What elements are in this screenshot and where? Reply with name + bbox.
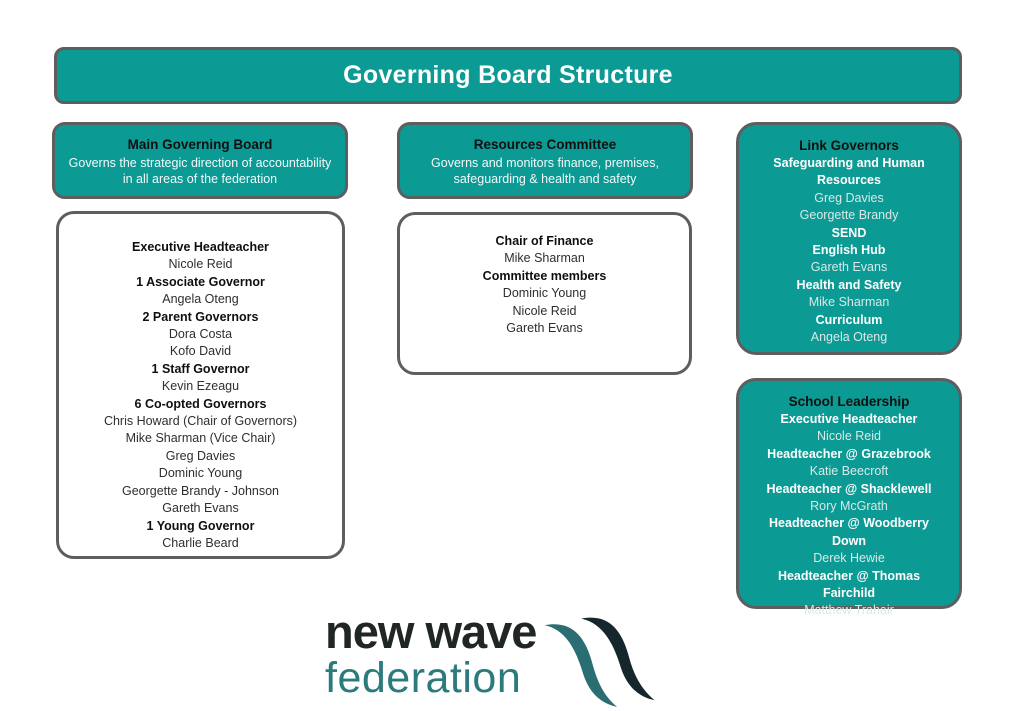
list-item: Headteacher @ Thomas Fairchild — [777, 568, 921, 601]
list-item: Nicole Reid — [817, 429, 881, 444]
list-item: Gareth Evans — [506, 321, 583, 336]
list-item: Angela Oteng — [162, 292, 239, 307]
list-item: Georgette Brandy - Johnson — [121, 483, 280, 498]
logo-wordmark — [325, 605, 537, 702]
list-item: Charlie Beard — [162, 535, 239, 550]
title-banner — [54, 47, 962, 104]
main-governing-board-header — [52, 122, 348, 199]
school-leadership-list — [753, 411, 945, 620]
school-leadership-box — [736, 378, 962, 618]
list-item: Committee members — [482, 268, 607, 283]
list-item: Katie Beecroft — [809, 464, 889, 479]
page-title: Governing Board Structure — [343, 61, 673, 89]
logo-line-federation: federation — [325, 654, 522, 702]
list-item: Kevin Ezeagu — [161, 379, 240, 394]
list-item: Rory McGrath — [810, 499, 888, 514]
list-item: Chris Howard (Chair of Governors) — [103, 414, 298, 429]
list-item: 1 Staff Governor — [151, 361, 250, 376]
list-item: Mike Sharman — [808, 295, 890, 310]
list-item: English Hub — [812, 243, 886, 258]
list-item: Nicole Reid — [168, 257, 233, 272]
list-item: Safeguarding and Human Resources — [773, 156, 925, 188]
link-governors-list — [753, 155, 945, 346]
list-item: Mike Sharman — [504, 251, 585, 266]
resources-committee-subtitle: Governs and monitors finance, premises, safeguarding & health and safety — [431, 156, 659, 186]
list-item: Executive Headteacher — [132, 240, 269, 254]
list-item: Executive Headteacher — [780, 412, 918, 426]
main-governing-board-subtitle: Governs the strategic direction of accountability in all areas of the federation — [68, 156, 332, 186]
list-item: Dominic Young — [502, 286, 587, 301]
wave-swoosh-icon — [542, 610, 664, 708]
resources-committee-header — [397, 122, 693, 199]
list-item: SEND — [831, 225, 867, 240]
logo-line-new-wave: new wave — [325, 605, 537, 658]
resources-committee-title: Resources Committee — [473, 137, 617, 152]
list-item: Chair of Finance — [495, 234, 594, 248]
list-item: Mike Sharman (Vice Chair) — [125, 431, 276, 446]
list-item: Nicole Reid — [512, 303, 577, 318]
list-item: Georgette Brandy — [799, 208, 899, 223]
list-item: 1 Young Governor — [146, 518, 255, 533]
list-item: 6 Co-opted Governors — [134, 396, 267, 411]
list-item: 1 Associate Governor — [136, 274, 265, 289]
list-item: Headteacher @ Shacklewell — [766, 481, 932, 496]
list-item: Gareth Evans — [810, 260, 888, 275]
list-item: Health and Safety — [796, 277, 902, 292]
list-item: Angela Oteng — [810, 330, 888, 345]
link-governors-title: Link Governors — [799, 138, 899, 153]
list-item: Greg Davies — [165, 448, 236, 463]
resources-committee-members — [397, 212, 692, 375]
main-governing-board-members — [56, 211, 345, 559]
list-item: Headteacher @ Woodberry Down — [769, 516, 929, 548]
list-item: Kofo David — [169, 344, 232, 359]
list-item: Greg Davies — [814, 190, 884, 205]
list-item: Gareth Evans — [162, 501, 239, 516]
list-item: 2 Parent Governors — [142, 309, 259, 324]
list-item: Dora Costa — [168, 327, 233, 342]
new-wave-federation-logo — [325, 605, 664, 708]
school-leadership-title: School Leadership — [788, 394, 910, 409]
main-governing-board-title: Main Governing Board — [127, 137, 273, 152]
list-item: Derek Hewie — [813, 551, 885, 566]
list-item: Dominic Young — [158, 466, 243, 481]
link-governors-box — [736, 122, 962, 355]
list-item: Headteacher @ Grazebrook — [767, 446, 931, 461]
list-item: Matthew Trahair — [804, 603, 894, 618]
list-item: Curriculum — [815, 312, 883, 327]
